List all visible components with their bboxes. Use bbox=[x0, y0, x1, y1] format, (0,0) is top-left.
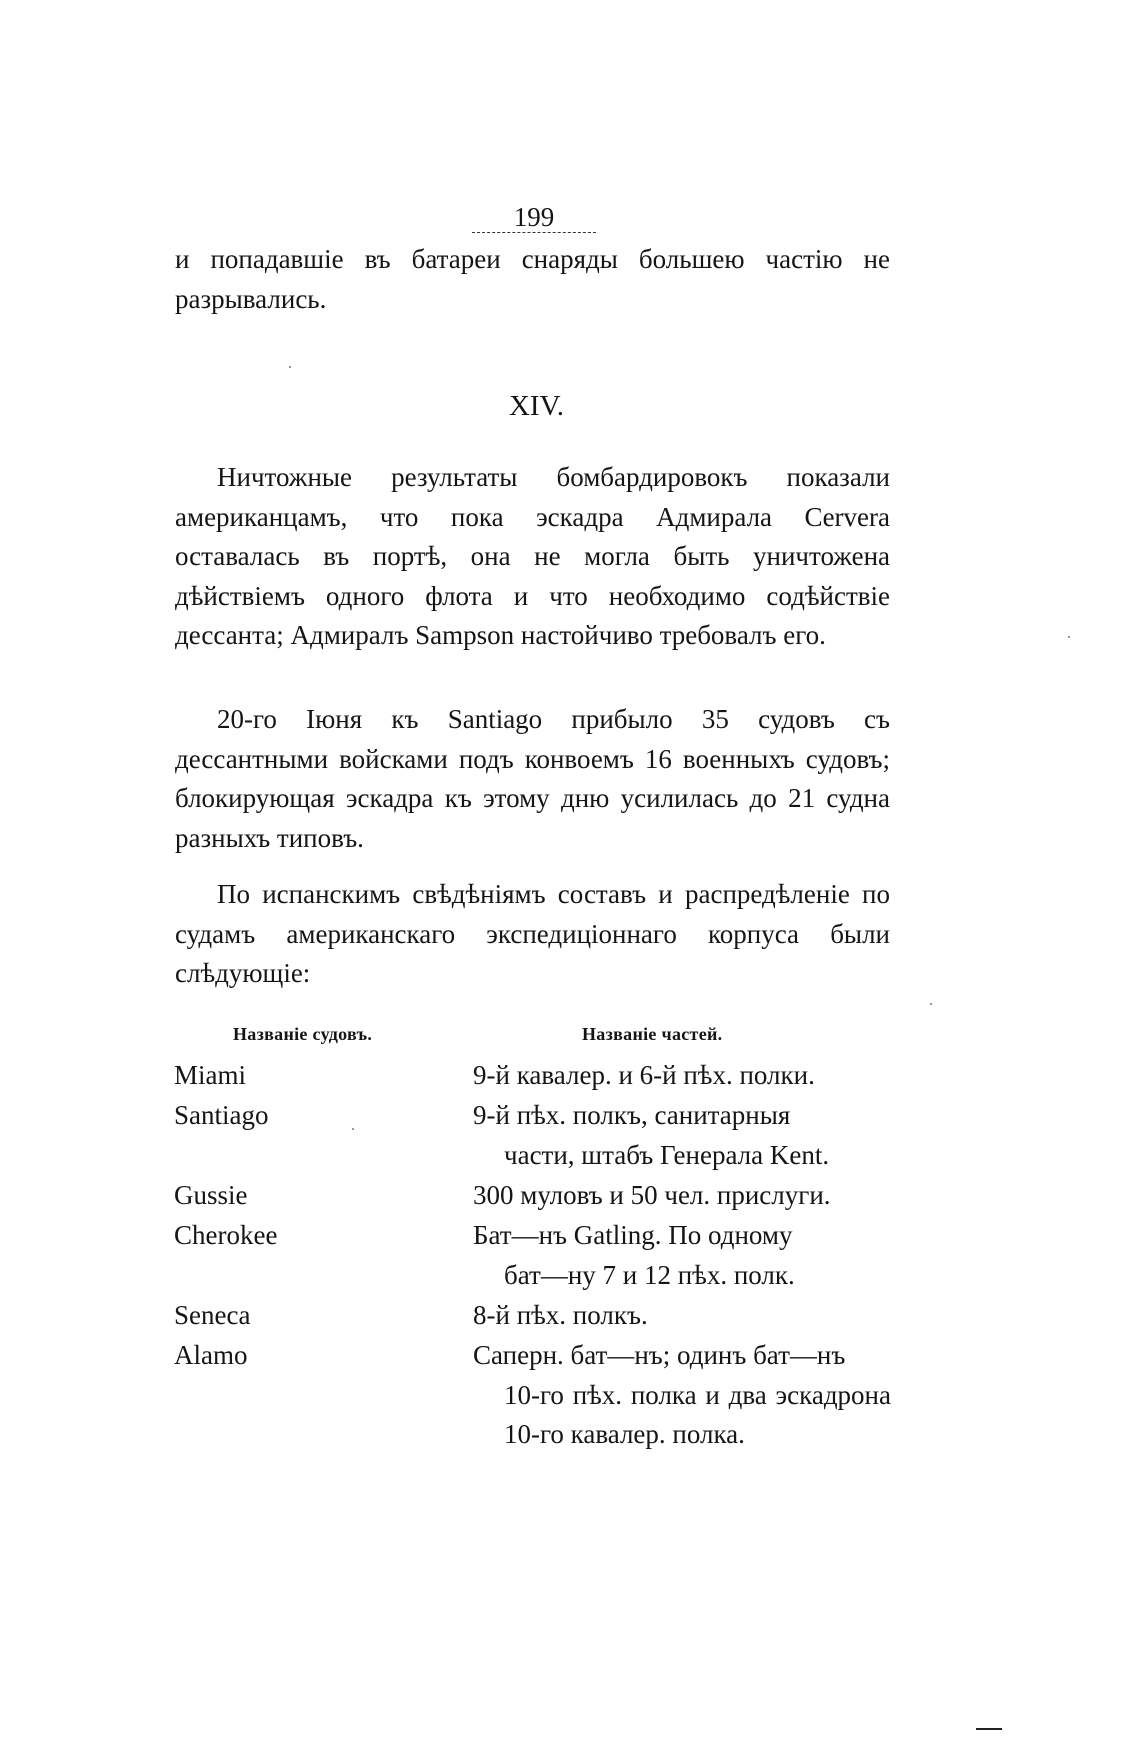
ship-name: Alamo bbox=[174, 1340, 248, 1370]
paper-speck bbox=[930, 1003, 932, 1005]
paper-speck bbox=[1068, 636, 1070, 638]
paper-speck bbox=[289, 366, 291, 368]
unit-description bbox=[473, 1336, 891, 1455]
scan-edge-mark bbox=[976, 1728, 1002, 1730]
unit-continuation: части, штабъ Генерала Kent. bbox=[504, 1139, 830, 1170]
unit-first-line: 9-й пѣх. полкъ, санитарныя bbox=[473, 1100, 791, 1130]
page-number-rule bbox=[472, 232, 596, 233]
unit-description bbox=[473, 1216, 891, 1295]
unit-first-line: 300 муловъ и 50 чел. прислуги. bbox=[473, 1180, 831, 1210]
unit-continuation: бат—ну 7 и 12 пѣх. полк. bbox=[504, 1259, 795, 1290]
page-number: 199 bbox=[513, 202, 555, 232]
unit-first-line: 8-й пѣх. полкъ. bbox=[473, 1300, 648, 1330]
ship-name: Miami bbox=[174, 1060, 246, 1090]
unit-description bbox=[473, 1096, 891, 1175]
unit-description bbox=[473, 1296, 891, 1336]
paper-speck bbox=[352, 1128, 354, 1130]
paragraph-arrival: 20-го Іюня къ Santiago прибыло 35 судовъ съ дессантными войсками подъ конвоемъ 16 военныхъ судовъ; блокирующая эскадра къ этому дню усилилась до 21 судна разныхъ типовъ. bbox=[175, 704, 890, 853]
unit-description bbox=[473, 1176, 891, 1216]
unit-first-line: 9-й кавалер. и 6-й пѣх. полки. bbox=[473, 1060, 815, 1090]
table-header-ships: Названіе судовъ. bbox=[233, 1024, 373, 1044]
table-header-units: Названіе частей. bbox=[582, 1024, 723, 1044]
unit-first-line: Саперн. бат—нъ; одинъ бат—нъ bbox=[473, 1340, 846, 1370]
ship-name: Seneca bbox=[174, 1300, 251, 1330]
paragraph-composition: По испанскимъ свѣдѣніямъ составъ и распредѣленіе по судамъ американскаго экспедиціоннаго корпуса были слѣдующіе: bbox=[175, 879, 890, 988]
paragraph-bombardment: Ничтожные результаты бомбардировокъ показали американцамъ, что пока эскадра Адмирала Cervera оставалась въ портѣ, она не могла быть уничтожена дѣйствіемъ одного флота и что необходимо содѣйствіе дессанта; Адмиралъ Sampson настойчиво требовалъ его. bbox=[175, 462, 890, 650]
intro-paragraph: и попадавшіе въ батареи снаряды большею частію не разрывались. bbox=[175, 244, 890, 314]
ship-name: Cherokee bbox=[174, 1220, 278, 1250]
unit-continuation: 10-го пѣх. полка и два эскадрона 10-го кавалер. полка. bbox=[504, 1379, 891, 1449]
unit-description bbox=[473, 1056, 891, 1096]
ship-name: Gussie bbox=[174, 1180, 248, 1210]
unit-first-line: Бат—нъ Gatling. По одному bbox=[473, 1220, 793, 1250]
chapter-heading: XIV. bbox=[508, 390, 565, 422]
ship-name: Santiago bbox=[174, 1100, 269, 1130]
